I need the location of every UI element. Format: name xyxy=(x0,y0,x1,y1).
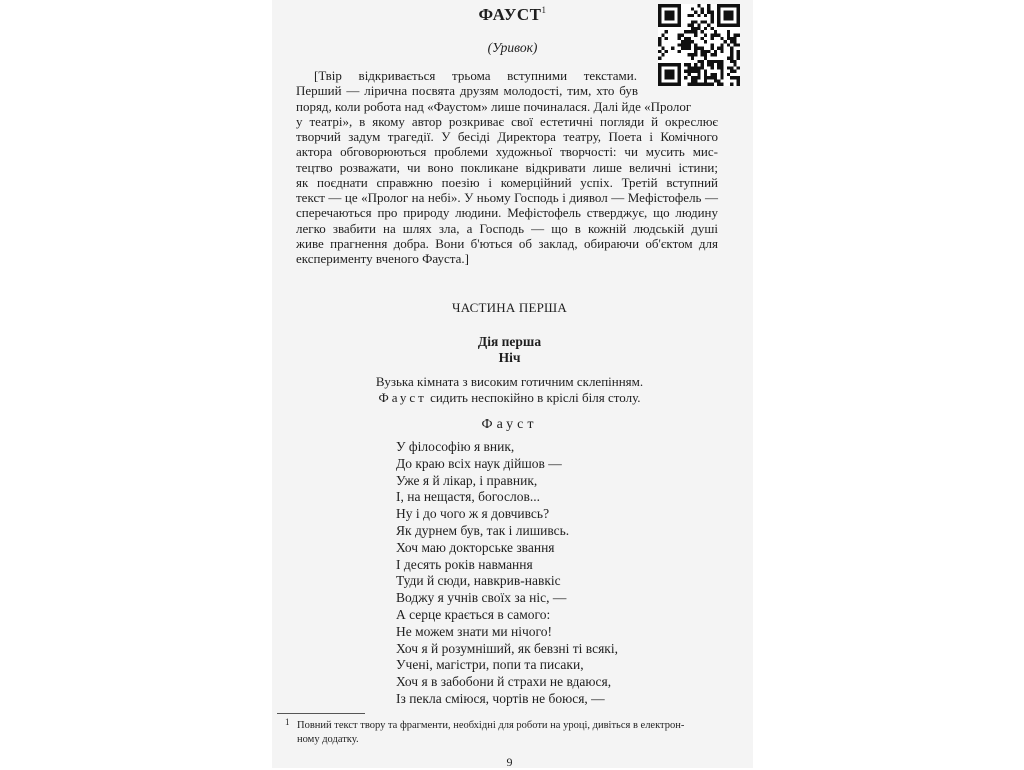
footnote-mark: 1 xyxy=(285,717,290,727)
intro-line: сперечаються про природу людини. Мефістофель стверджує, що людину xyxy=(296,205,718,221)
intro-paragraph xyxy=(296,68,718,266)
page-number: 9 xyxy=(506,755,513,769)
footnote-text: Повний текст твору та фрагменти, необхідні для роботи на уроці, дивіться в електрон- ному додатку. xyxy=(297,720,685,745)
intro-line: експерименту вченого Фауста.] xyxy=(296,251,469,266)
part-heading: ЧАСТИНА ПЕРША xyxy=(452,300,567,315)
stage-direction-line: Вузька кімната з високим готичним склепінням. xyxy=(375,374,644,389)
intro-line: творчий задум трагедії. У бесіді Директора театру, Поета і Комічного xyxy=(296,129,718,144)
scene-title: Ніч xyxy=(498,350,521,365)
intro-line: живе прагнення добра. Вони б'ються об заклад, обираючи об'єктом для xyxy=(296,235,718,251)
speaker-name: Фауст xyxy=(481,417,538,432)
intro-line: поряд, коли робота над «Фаустом» лише починалася. Далі йде «Пролог xyxy=(296,98,692,114)
title-footnote-mark: 1 xyxy=(541,5,547,15)
verse-line: Учені, магістри, попи та писаки, xyxy=(396,657,584,673)
verse-line: Не можем знати ми нічого! xyxy=(396,623,552,639)
verse-line: Із пекла сміюся, чортів не боюся, — xyxy=(396,690,605,706)
intro-line: легко звабити на шлях зла, а Господь — що в кожній людській душі xyxy=(296,220,718,236)
verse-line: Ну і до чого ж я довчивсь? xyxy=(396,506,550,522)
verse-line: І, на нещастя, богослов... xyxy=(396,489,540,505)
verse-line: Уже я й лікар, і правник, xyxy=(396,472,538,488)
intro-line: у театрі», в якому автор розкриває свої естетичні погляди й окреслює xyxy=(296,113,718,129)
verse-line: Хоч я й розумніший, як бевзні ті всякі, xyxy=(396,640,618,656)
intro-line: Перший — лірична посвята друзям молодості, тим, хто був xyxy=(296,83,638,99)
intro-line: текст — це «Пролог на небі». У ньому Господь і диявол — Мефістофель — xyxy=(296,190,718,205)
book-page xyxy=(272,0,753,768)
intro-line: актора обговорюються проблеми художньої творчості: чи мусить мис- xyxy=(296,144,718,160)
verse-line: Хоч маю докторське звання xyxy=(396,539,555,555)
intro-line: [Твір відкривається трьома вступними текстами. xyxy=(314,68,637,83)
intro-line: тецтво розважати, чи воно покликане відкривати лише величні істини; xyxy=(296,159,718,175)
excerpt-note: (Уривок) xyxy=(487,40,538,55)
stage-speaker: Фауст xyxy=(378,389,427,405)
verse-line: У філософію я вник, xyxy=(396,439,515,454)
verse-line: Як дурнем був, так і лишивсь. xyxy=(396,522,570,538)
verse-line: Воджу я учнів своїх за ніс, — xyxy=(396,590,567,606)
verse-line: І десять років навмання xyxy=(396,556,533,572)
stage-direction xyxy=(272,374,747,405)
verse-block xyxy=(396,439,618,708)
footnote-divider xyxy=(277,713,365,714)
page-title: ФАУСТ$^1$ xyxy=(478,5,547,24)
verse-line: Туди й сюди, навкрив-навкіс xyxy=(396,573,561,589)
act-title: Дія перша xyxy=(477,334,542,349)
verse-line: Хоч я в забобони й страхи не вдаюся, xyxy=(396,674,612,690)
verse-line: До краю всіх наук дійшов — xyxy=(396,455,562,471)
stage-direction-line: Фауст сидить неспокійно в кріслі біля столу. xyxy=(378,389,641,405)
intro-line: як поєднати справжню поезію і комерційний успіх. Третій вступний xyxy=(296,174,718,190)
verse-line: А серце крається в самого: xyxy=(396,606,551,622)
act-heading xyxy=(272,334,747,366)
